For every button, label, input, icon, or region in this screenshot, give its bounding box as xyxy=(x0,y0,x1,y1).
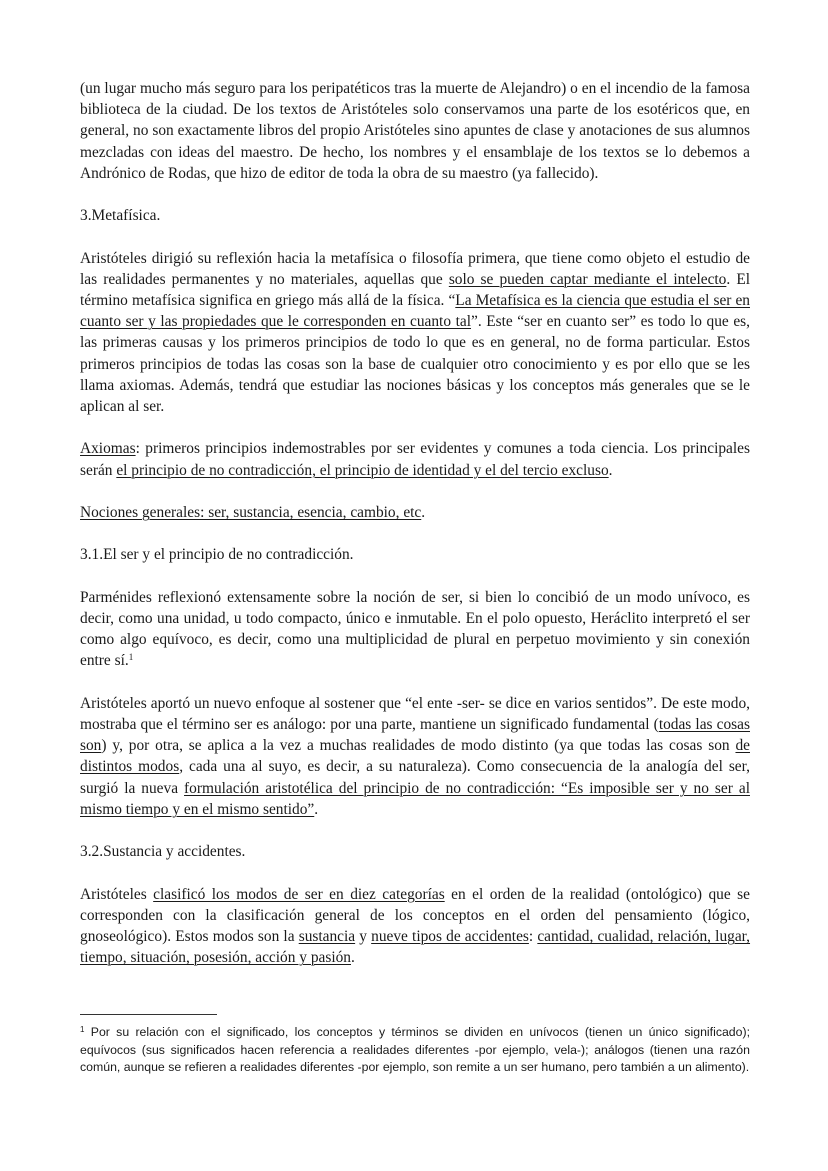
underlined-definition: La Metafísica es la ciencia que estudia el ser en cuanto ser y las propiedades que le corresponden en cuanto tal xyxy=(80,292,750,331)
axiomas-paragraph: Axiomas: primeros principios indemostrables por ser evidentes y comunes a toda ciencia. Los principales serán el principio de no contradicción, el principio de identidad y el del tercio excluso. xyxy=(80,440,750,479)
underlined-phrase: solo se pueden captar mediante el intelecto xyxy=(448,270,727,288)
footnote xyxy=(80,1024,750,1077)
section-heading-ser: 3.1.El ser y el principio de no contradicción. xyxy=(80,546,354,564)
principles-list: el principio de no contradicción, el principio de identidad y el del tercio excluso xyxy=(116,461,609,479)
sustancia-term: sustancia xyxy=(298,927,356,945)
nociones-paragraph: Nociones generales: ser, sustancia, esencia, cambio, etc. xyxy=(80,504,426,521)
accidentes-list: cantidad, cualidad, relación, lugar, tiempo, situación, posesión, acción y pasión xyxy=(80,927,751,967)
document-body xyxy=(80,78,750,968)
accidentes-term: nueve tipos de accidentes xyxy=(371,927,529,945)
parmenides-paragraph: Parménides reflexionó extensamente sobre la noción de ser, si bien lo concibió de un modo unívoco, es decir, como una unidad, u todo compacto, único e inmutable. En el polo opuesto, Heráclito interpretó el ser como algo equívoco, es decir, como una multiplicidad de plural en perpetuo movimiento y sin conexión entre sí.$^1$ xyxy=(80,588,750,670)
metafisica-paragraph: Aristóteles dirigió su reflexión hacia la metafísica o filosofía primera, que tiene como objeto el estudio de las realidades permanentes y no materiales, aquellas que solo se pueden captar mediante el intelecto. El término metafísica significa en griego más allá de la física. “La Metafísica es la ciencia que estudia el ser en cuanto ser y las propiedades que le corresponden en cuanto tal”. Este “ser en cuanto ser” es todo lo que es, las primeras causas y los primeros principios de todo lo que es en general, no de forma particular. Estos primeros principios de todas las cosas son la base de cualquier otro conocimiento y es por ello que se les llama axiomas. Además, tendrá que estudiar las nociones básicas y los conceptos más generales que se le aplican al ser. xyxy=(80,249,750,416)
footnote-text: Por su relación con el significado, los conceptos y términos se dividen en unívocos (tienen un único significado); equívocos (sus significados hacen referencia a realidades diferentes -por ejemplo, vela-); análogos (tienen una razón común, aunque se refieren a realidades diferentes -por ejemplo, son remite a un ser humano, pero también a un alimento). xyxy=(80,1025,750,1075)
principle-formulation: formulación aristotélica del principio de no contradicción: “Es imposible ser y no ser al mismo tiempo y en el mismo sentido” xyxy=(80,779,750,818)
axiomas-term: Axiomas xyxy=(80,440,136,458)
nociones-term: Nociones generales: ser, sustancia, esencia, cambio, etc xyxy=(80,504,422,521)
aristoteles-ser-paragraph: Aristóteles aportó un nuevo enfoque al sostener que “el ente -ser- se dice en varios sentidos”. De este modo, mostraba que el término ser es análogo: por una parte, mantiene un significado fundamental (todas las cosas son) y, por otra, se aplica a la vez a muchas realidades de modo distinto (ya que todas las cosas son de distintos modos, cada una al suyo, es decir, a su naturaleza). Como consecuencia de la analogía del ser, surgió la nueva formulación aristotélica del principio de no contradicción: “Es imposible ser y no ser al mismo tiempo y en el mismo sentido”. xyxy=(80,694,750,818)
footnote-marker: 1 xyxy=(80,1025,85,1034)
categorias-paragraph: Aristóteles clasificó los modos de ser en diez categorías en el orden de la realidad (ontológico) que se corresponden con la clasificación general de los conceptos en el orden del pensamiento (lógico, gnoseológico). Estos modos son la sustancia y nueve tipos de accidentes: cantidad, cualidad, relación, lugar, tiempo, situación, posesión, acción y pasión. xyxy=(80,885,751,967)
intro-paragraph: (un lugar mucho más seguro para los peripatéticos tras la muerte de Alejandro) o en el incendio de la famosa biblioteca de la ciudad. De los textos de Aristóteles solo conservamos una parte de los esotéricos que, en general, no son exactamente libros del propio Aristóteles sino apuntes de clase y anotaciones de sus alumnos mezcladas con ideas del maestro. De hecho, los nombres y el ensamblaje de los textos se lo debemos a Andrónico de Rodas, que hizo de editor de toda la obra de su maestro (ya fallecido). xyxy=(80,80,750,182)
underlined-phrase: todas las cosas son xyxy=(80,715,750,755)
footnote-divider xyxy=(80,1014,217,1015)
section-heading-metafisica: 3.Metafísica. xyxy=(80,207,161,225)
underlined-phrase: de distintos modos xyxy=(80,737,750,776)
underlined-phrase: clasificó los modos de ser en diez categorías xyxy=(153,885,445,903)
section-heading-sustancia: 3.2.Sustancia y accidentes. xyxy=(80,843,246,861)
footnote-reference[interactable]: 1 xyxy=(128,652,134,663)
